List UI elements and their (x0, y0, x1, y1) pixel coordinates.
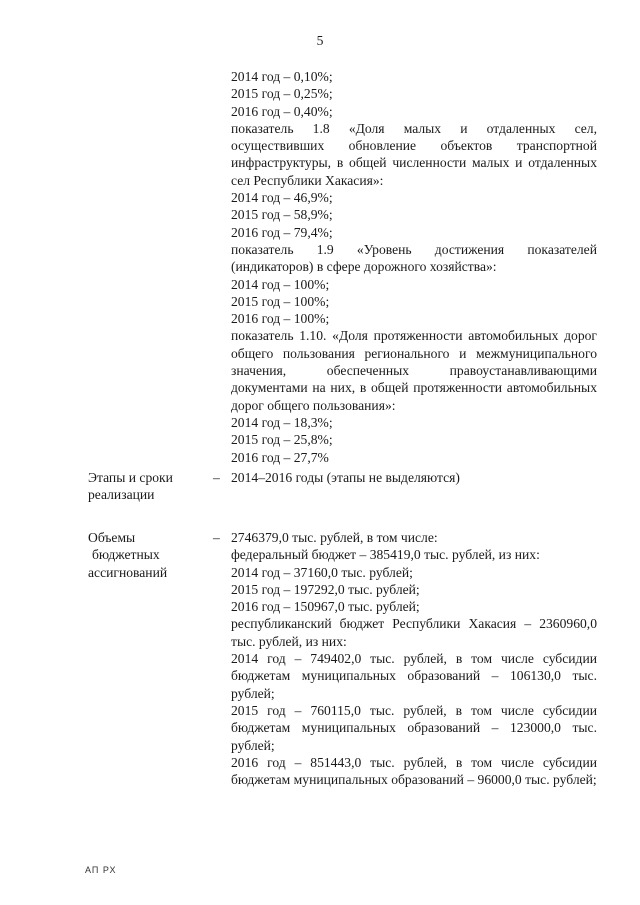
stages-dash: – (213, 470, 220, 485)
budget-republic-2016: 2016 год – 851443,0 тыс. рублей, в том числе субсидии бюджетам муниципальных образований – 96000,0 тыс. рублей; (231, 754, 597, 788)
budget-label-line: Объемы (88, 530, 136, 545)
indicator-year-line: 2014 год – 46,9%; (231, 190, 333, 206)
indicator-1-9-text: показатель 1.9 «Уровень достижения показателей (индикаторов) в сфере дорожного хозяйства»: (231, 241, 597, 275)
budget-federal: федеральный бюджет – 385419,0 тыс. рублей, из них: (231, 547, 540, 563)
indicator-year-line: 2016 год – 100%; (231, 311, 330, 327)
budget-label (88, 529, 208, 581)
indicator-year-line: 2015 год – 25,8%; (231, 432, 333, 448)
budget-federal-year: 2016 год – 150967,0 тыс. рублей; (231, 599, 420, 615)
indicator-year-line: 2016 год – 79,4%; (231, 224, 333, 240)
budget-republic-2015: 2015 год – 760115,0 тыс. рублей, в том числе субсидии бюджетам муниципальных образований – 123000,0 тыс. рублей; (231, 702, 597, 753)
budget-dash: – (213, 530, 220, 545)
indicator-year-line: 2016 год – 27,7% (231, 449, 329, 465)
budget-federal-year: 2015 год – 197292,0 тыс. рублей; (231, 581, 420, 597)
stages-label-line: реализации (88, 487, 155, 503)
stages-value: 2014–2016 годы (этапы не выделяются) (231, 470, 460, 485)
indicator-1-8-text: показатель 1.8 «Доля малых и отдаленных сел, осуществивших обновление объектов транспортной инфраструктуры, в общей численности малых и отдаленных сел Республики Хакасия»: (231, 120, 597, 188)
page-number: 5 (316, 33, 324, 48)
footer-stamp: АП РХ (85, 865, 117, 875)
indicator-year-line: 2014 год – 18,3%; (231, 414, 333, 430)
budget-label-line: ассигнований (88, 564, 168, 580)
stages-label (88, 469, 208, 504)
budget-label-line: бюджетных (92, 547, 160, 563)
indicator-1-10-text: показатель 1.10. «Доля протяженности автомобильных дорог общего пользования регионального и межмуниципального значения, обеспеченных правоустанавливающими документами на них, в общей протяженности автомобильных дорог общего пользования»: (231, 328, 597, 413)
budget-republic-2014: 2014 год – 749402,0 тыс. рублей, в том числе субсидии бюджетам муниципальных образований – 106130,0 тыс. рублей; (231, 651, 597, 701)
indicator-year-line: 2015 год – 58,9%; (231, 207, 333, 223)
budget-republic: республиканский бюджет Республики Хакасия – 2360960,0 тыс. рублей, из них: (231, 616, 597, 649)
indicator-year-line: 2014 год – 0,10%; (231, 69, 333, 84)
indicator-year-line: 2014 год – 100%; (231, 276, 330, 292)
stages-label-line: Этапы и сроки (88, 470, 173, 485)
budget-content (231, 529, 597, 788)
indicators-continuation (231, 68, 597, 466)
indicator-year-line: 2015 год – 100%; (231, 293, 330, 309)
budget-total: 2746379,0 тыс. рублей, в том числе: (231, 530, 438, 545)
budget-federal-year: 2014 год – 37160,0 тыс. рублей; (231, 564, 413, 580)
indicator-year-line: 2015 год – 0,25%; (231, 86, 333, 102)
indicator-year-line: 2016 год – 0,40%; (231, 103, 333, 119)
